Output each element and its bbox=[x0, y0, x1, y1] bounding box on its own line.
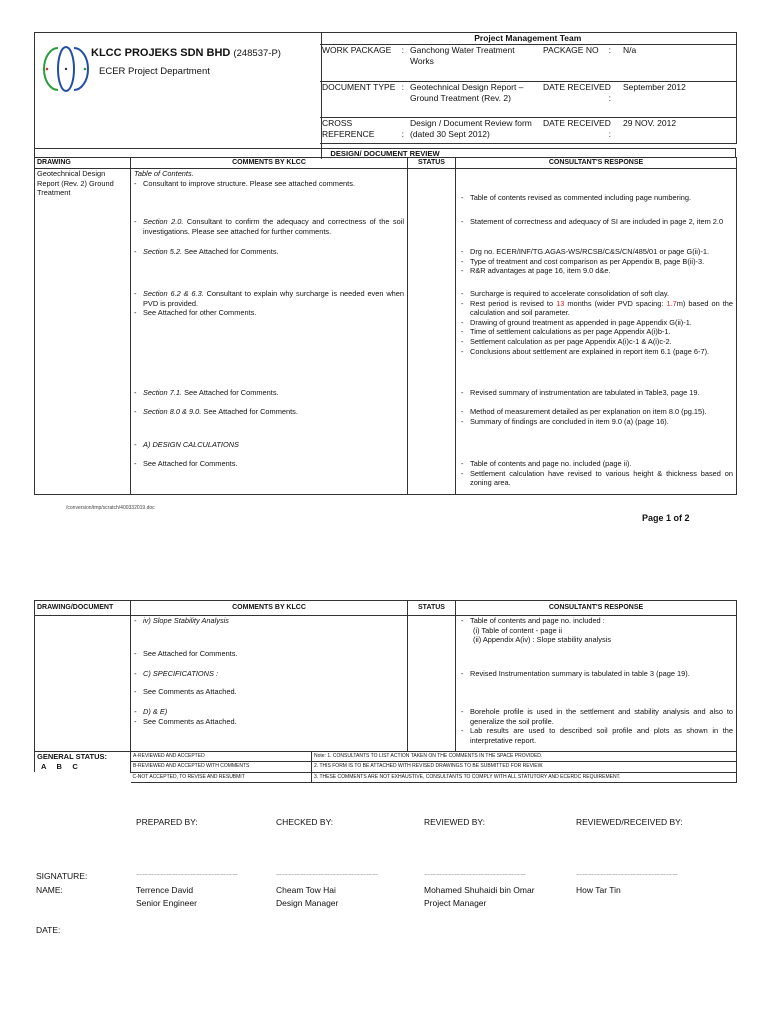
signature-line-1: …………………………………………… bbox=[136, 871, 238, 877]
note-1: Note: 1. CONSULTANTS TO LIST ACTION TAKEN ON THE COMMENTS IN THE SPACE PROVIDED. bbox=[312, 752, 737, 762]
response-5: - Revised summary of instrumentation are tabulated in Table3, page 19. bbox=[461, 388, 700, 397]
col2-drawing: DRAWING/DOCUMENT bbox=[35, 601, 131, 616]
col2-comments: COMMENTS BY KLCC bbox=[131, 601, 408, 616]
col2-status: STATUS bbox=[408, 601, 456, 616]
reviewer-name: Mohamed Shuhaidi bin Omar bbox=[424, 885, 535, 895]
department-name: ECER Project Department bbox=[99, 66, 210, 77]
header-block bbox=[34, 32, 736, 158]
comment-4: - Section 6.2 & 6.3. Consultant to explain why surcharge is needed even when PVD is provided. bbox=[134, 289, 404, 308]
comment-5: - Section 7.1. See Attached for Comments. bbox=[134, 388, 279, 397]
company-name: KLCC PROJEKS SDN BHD bbox=[91, 47, 231, 59]
response-4e: - Settlement calculation as per page Appendix A(i)c-1 & A(i)c-2. bbox=[461, 336, 672, 346]
p2-comment-6: - See Comments as Attached. bbox=[134, 716, 237, 726]
general-status-abc: A B C bbox=[41, 762, 78, 771]
general-status-label: GENERAL STATUS: bbox=[37, 752, 108, 761]
p2-comment-3: - C) SPECIFICATIONS : bbox=[134, 669, 219, 678]
name-label: NAME: bbox=[36, 885, 63, 895]
col-comments: COMMENTS BY KLCC bbox=[131, 158, 408, 169]
response-4f: - Conclusions about settlement are explained in report item 6.1 (page 6-7). bbox=[461, 346, 710, 356]
p2-response-1a: (i) Table of content - page ii bbox=[473, 625, 563, 635]
work-package-value: Ganchong Water Treatment Works bbox=[406, 45, 541, 82]
signature-line-4: …………………………………………… bbox=[576, 871, 678, 877]
preparer-name: Terrence David bbox=[136, 885, 194, 895]
response-3b: - Type of treatment and cost comparison as per Appendix B, page B(ii)-3. bbox=[461, 256, 705, 266]
general-status-label-cell bbox=[35, 752, 131, 773]
response-4c: - Drawing of ground treatment as appended in page Appendix G(ii)-1. bbox=[461, 317, 692, 327]
klcc-logo bbox=[41, 41, 91, 97]
toc-title: Table of Contents. bbox=[134, 169, 194, 178]
response-cell-2 bbox=[456, 616, 737, 752]
review-table-page1 bbox=[34, 157, 737, 495]
response-1: - Table of contents revised as commented including page numbering. bbox=[461, 193, 692, 202]
comments-cell bbox=[131, 169, 408, 495]
general-status-table bbox=[34, 751, 737, 783]
response-4d: - Time of settlement calculations as per page Appendix A(i)b-1. bbox=[461, 327, 671, 337]
p2-comment-5: - D) & E) bbox=[134, 707, 168, 716]
col-drawing: DRAWING bbox=[35, 158, 131, 169]
response-6b: - Summary of findings are concluded in item 9.0 (a) (page 16). bbox=[461, 416, 669, 426]
col-response: CONSULTANT'S RESPONSE bbox=[456, 158, 737, 169]
signature-line-3: …………………………………………… bbox=[424, 871, 526, 877]
work-package-label: WORK PACKAGE : bbox=[320, 45, 406, 82]
date-received-label-2: DATE RECEIVED : bbox=[541, 118, 621, 144]
note-3: 3. THESE COMMENTS ARE NOT EXHAUSTIVE, CONSULTANTS TO COMPLY WITH ALL STATUTORY AND ECERDC REQUIREMENT. bbox=[312, 772, 737, 782]
drawing-cell-2 bbox=[35, 616, 131, 752]
cross-ref-value: Design / Document Review form (dated 30 Sept 2012) bbox=[406, 118, 541, 144]
col-status: STATUS bbox=[408, 158, 456, 169]
p2-response-4: - Lab results are used to described soil profile and plots as shown in the interpretative report. bbox=[461, 726, 733, 745]
response-2: - Statement of correctness and adequacy of SI are included in page 2, item 2.0 bbox=[461, 217, 724, 226]
note-2: 2. THIS FORM IS TO BE ATTACHED WITH REVISED DRAWINGS TO BE SUBMITTED FOR REVIEW. bbox=[312, 762, 737, 772]
response-8b: - Settlement calculation have revised to various height & thickness based on zoning area. bbox=[461, 468, 733, 488]
reviewer-title: Project Manager bbox=[424, 898, 487, 908]
package-no-label: PACKAGE NO : bbox=[541, 45, 621, 82]
checker-title: Design Manager bbox=[276, 898, 339, 908]
date-received-value-2: 29 NOV. 2012 bbox=[621, 118, 736, 144]
cross-ref-label: CROSS REFERENCE : bbox=[320, 118, 406, 144]
company-reg: (248537-P) bbox=[233, 48, 281, 59]
p2-response-3: - Borehole profile is used in the settlement and stability analysis and also to generalize the soil profile. bbox=[461, 707, 733, 726]
preparer-title: Senior Engineer bbox=[136, 898, 197, 908]
response-4a: - Surcharge is required to accelerate consolidation of soft clay. bbox=[461, 289, 670, 298]
review-table-page2 bbox=[34, 600, 737, 752]
signature-line-2: …………………………………………… bbox=[276, 871, 378, 877]
response-cell bbox=[456, 169, 737, 495]
package-no-value: N/a bbox=[621, 45, 736, 82]
response-3a: - Drg no. ECER/INF/TG.AGAS-WS/RCSB/C&S/CN/485/01 or page G(ii)-1. bbox=[461, 247, 710, 256]
date-received-value: September 2012 bbox=[621, 82, 736, 118]
comment-7: - A) DESIGN CALCULATIONS bbox=[134, 440, 239, 449]
col2-response: CONSULTANT'S RESPONSE bbox=[456, 601, 737, 616]
status-cell-2 bbox=[408, 616, 456, 752]
review-title: DESIGN/ DOCUMENT REVIEW bbox=[34, 148, 736, 158]
p2-response-1b: (ii) Appendix A(iv) : Slope stability analysis bbox=[473, 635, 612, 645]
reviewed-by-label: REVIEWED BY: bbox=[424, 817, 485, 827]
p2-comment-4: - See Comments as Attached. bbox=[134, 687, 237, 696]
signature-label: SIGNATURE: bbox=[36, 871, 88, 881]
header-table bbox=[320, 32, 737, 144]
receiver-name: How Tar Tin bbox=[576, 885, 621, 895]
comment-4b: - See Attached for other Comments. bbox=[134, 308, 257, 318]
team-heading: Project Management Team bbox=[320, 33, 736, 45]
drawing-name: Geotechnical Design Report (Rev. 2) Ground Treatment bbox=[37, 169, 114, 198]
response-3c: - R&R advantages at page 16, item 9.0 d&e. bbox=[461, 266, 611, 276]
comments-cell-2 bbox=[131, 616, 408, 752]
status-c: C-NOT ACCEPTED, TO REVISE AND RESUBMIT bbox=[131, 772, 312, 782]
comment-3: - Section 5.2. See Attached for Comments. bbox=[134, 247, 279, 256]
status-a: A-REVIEWED AND ACCEPTED bbox=[131, 752, 312, 762]
comment-6: - Section 8.0 & 9.0. See Attached for Comments. bbox=[134, 407, 298, 416]
status-b: B-REVIEWED AND ACCEPTED WITH COMMENTS bbox=[131, 762, 312, 772]
comment-2: - Section 2.0. Consultant to confirm the adequacy and correctness of the soil investigations. Please see attached for further comments. bbox=[134, 217, 404, 236]
date-received-label: DATE RECEIVED : bbox=[541, 82, 621, 118]
status-cell bbox=[408, 169, 456, 495]
drawing-cell bbox=[35, 169, 131, 495]
doc-type-label: DOCUMENT TYPE : bbox=[320, 82, 406, 118]
page-number: Page 1 of 2 bbox=[642, 513, 690, 523]
comment-1: - Consultant to improve structure. Please see attached comments. bbox=[134, 178, 355, 188]
p2-comment-1: - iv) Slope Stability Analysis bbox=[134, 616, 229, 625]
p2-response-2: - Revised Instrumentation summary is tabulated in table 3 (page 19). bbox=[461, 669, 690, 678]
comment-8: - See Attached for Comments. bbox=[134, 459, 238, 468]
prepared-by-label: PREPARED BY: bbox=[136, 817, 198, 827]
file-path: /conversion/tmp/scratch/400332019.doc bbox=[66, 505, 155, 511]
signoff bbox=[36, 816, 736, 936]
checker-name: Cheam Tow Hai bbox=[276, 885, 336, 895]
response-8a: - Table of contents and page no. included (page ii). bbox=[461, 459, 632, 468]
p2-response-1: - Table of contents and page no. included : bbox=[461, 616, 605, 625]
company-box bbox=[34, 32, 322, 159]
response-4b: - Rest period is revised to 13 months (wider PVD spacing: 1.7m) based on the calculation and soil parameter. bbox=[461, 298, 733, 318]
doc-type-value: Geotechnical Design Report – Ground Treatment (Rev. 2) bbox=[406, 82, 541, 118]
checked-by-label: CHECKED BY: bbox=[276, 817, 334, 827]
received-by-label: REVIEWED/RECEIVED BY: bbox=[576, 817, 683, 827]
response-6a: - Method of measurement detailed as per explanation on item 8.0 (pg.15). bbox=[461, 407, 707, 416]
p2-comment-2: - See Attached for Comments. bbox=[134, 649, 238, 658]
date-label: DATE: bbox=[36, 925, 61, 935]
